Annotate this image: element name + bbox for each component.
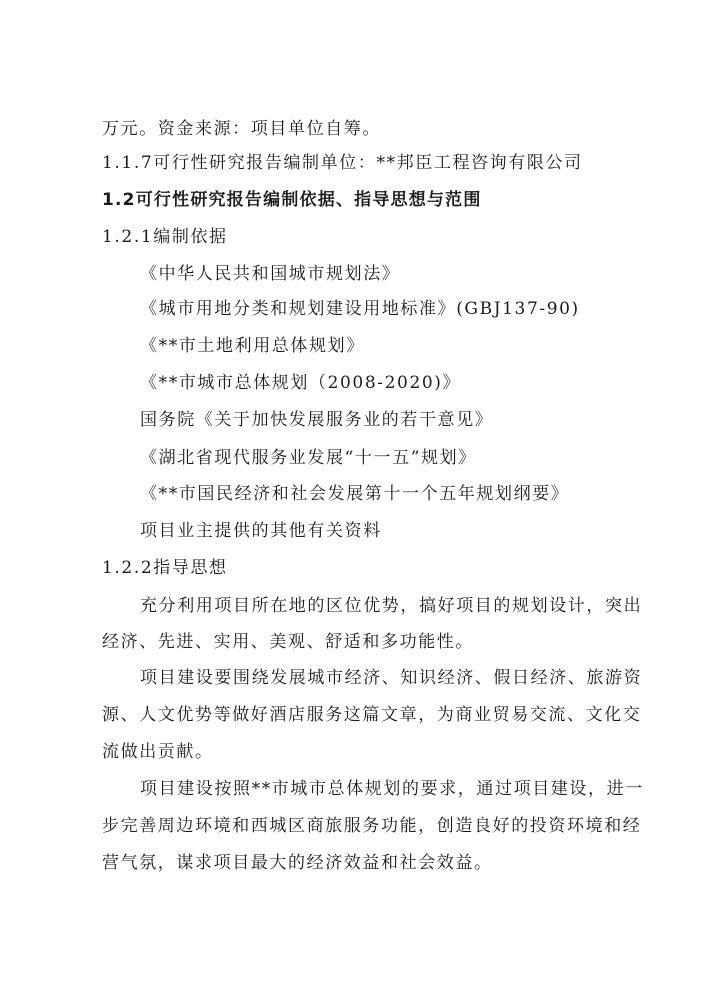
paragraph-line: 营气氛，谋求项目最大的经济效益和社会效益。 xyxy=(102,853,493,873)
reference-item: 《**市国民经济和社会发展第十一个五年规划纲要》 xyxy=(140,484,570,504)
paragraph-line: 项目建设按照**市城市总体规划的要求，通过项目建设，进一 xyxy=(140,779,644,799)
paragraph-line: 步完善周边环境和西城区商旅服务功能，创造良好的投资环境和经 xyxy=(102,816,642,836)
paragraph-line: 源、人文优势等做好酒店服务这篇文章，为商业贸易交流、文化交 xyxy=(102,705,642,725)
reference-item: 国务院《关于加快发展服务业的若干意见》 xyxy=(140,410,494,430)
reference-item: 项目业主提供的其他有关资料 xyxy=(140,521,382,541)
reference-item: 《**市城市总体规划（2008-2020)》 xyxy=(140,373,462,393)
paragraph-line: 项目建设要围绕发展城市经济、知识经济、假日经济、旅游资 xyxy=(140,668,643,688)
paragraph-line: 充分利用项目所在地的区位优势，搞好项目的规划设计，突出 xyxy=(140,596,643,616)
reference-item: 《**市土地利用总体规划》 xyxy=(140,336,365,356)
reference-item: 《城市用地分类和规划建设用地标准》(GBJ137-90) xyxy=(140,299,580,319)
reference-item: 《中华人民共和国城市规划法》 xyxy=(140,264,401,284)
reference-item: 《湖北省现代服务业发展“十一五”规划》 xyxy=(140,448,477,468)
subsection-heading: 1.2.2指导思想 xyxy=(102,558,228,578)
section-heading: 1.2可行性研究报告编制依据、指导思想与范围 xyxy=(102,190,482,210)
paragraph-line: 万元。资金来源：项目单位自筹。 xyxy=(102,119,381,139)
paragraph-line: 流做出贡献。 xyxy=(102,742,214,762)
paragraph-line: 经济、先进、实用、美观、舒适和多功能性。 xyxy=(102,632,474,652)
paragraph-line: 1.1.7可行性研究报告编制单位：**邦臣工程咨询有限公司 xyxy=(102,153,583,173)
subsection-heading: 1.2.1编制依据 xyxy=(102,227,228,247)
